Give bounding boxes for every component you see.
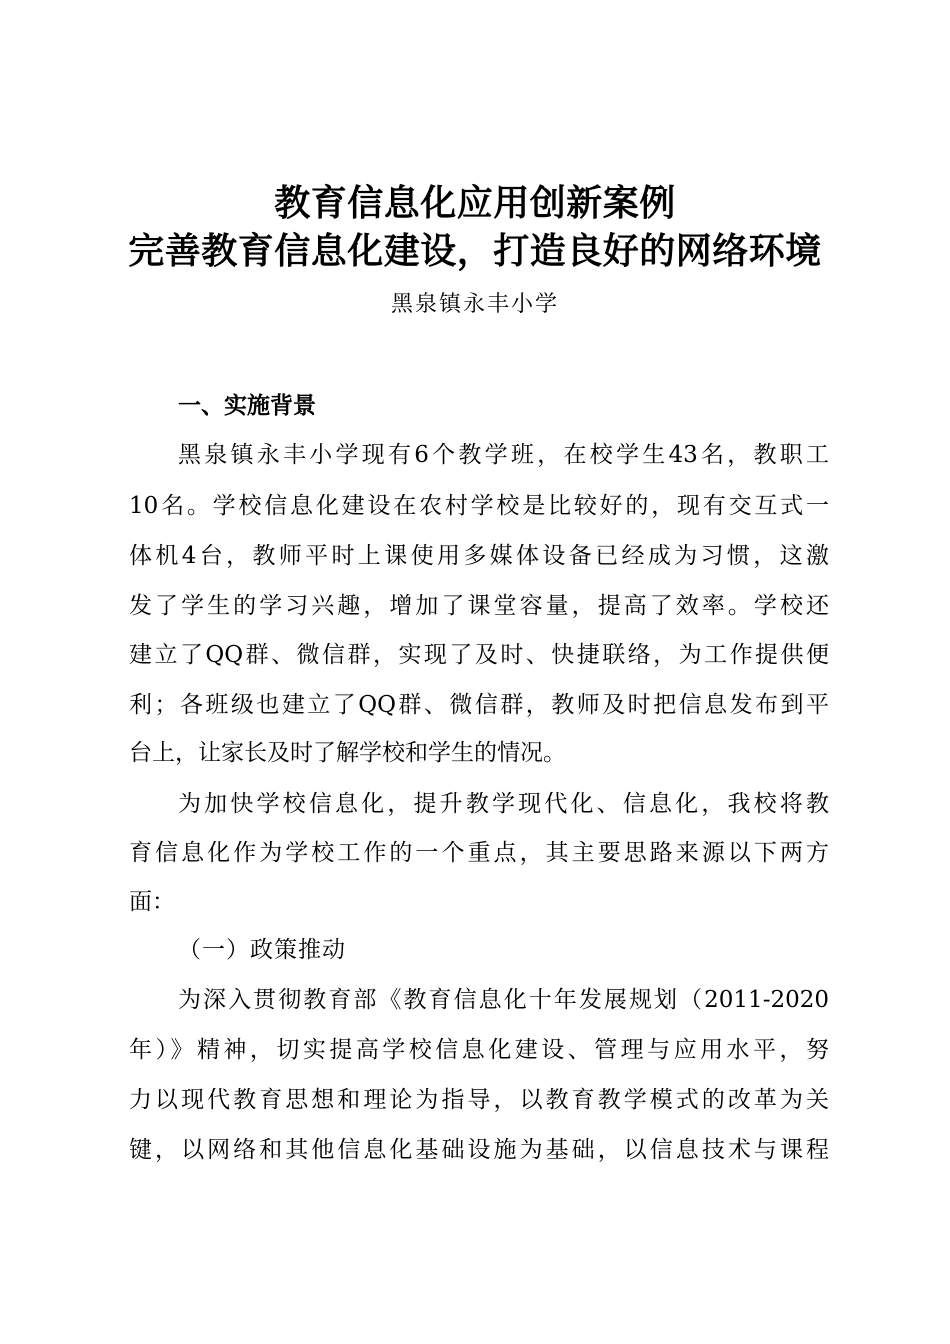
paragraph-line: 键，以网络和其他信息化基础设施为基础，以信息技术与课程 [129,1137,829,1163]
subsection-heading: （一）政策推动 [178,937,346,963]
author-school: 黑泉镇永丰小学 [390,292,559,317]
paragraph-line: 为加快学校信息化，提升教学现代化、信息化，我校将教 [178,791,829,817]
section-heading: 一、实施背景 [178,393,316,419]
paragraph-line: 面： [129,889,175,915]
paragraph-line: 年）》精神，切实提高学校信息化建设、管理与应用水平，努 [129,1037,829,1063]
paragraph-line: 发了学生的学习兴趣，增加了课堂容量，提高了效率。学校还 [129,593,829,619]
paragraph-line: 体机4台，教师平时上课使用多媒体设备已经成为习惯，这激 [129,543,829,569]
paragraph-line: 10名。学校信息化建设在农村学校是比较好的，现有交互式一 [129,493,829,519]
paragraph-line: 黑泉镇永丰小学现有6个教学班，在校学生43名，教职工 [178,442,829,468]
paragraph-line: 为深入贯彻教育部《教育信息化十年发展规划（2011-2020 [178,987,829,1013]
paragraph-line: 台上，让家长及时了解学校和学生的情况。 [129,740,566,766]
paragraph-line: 力以现代教育思想和理论为指导，以教育教学模式的改革为关 [129,1087,829,1113]
paragraph-line: 建立了QQ群、微信群，实现了及时、快捷联络，为工作提供便 [129,642,829,668]
paragraph-line: 育信息化作为学校工作的一个重点，其主要思路来源以下两方 [129,840,829,866]
paragraph-line: 利；各班级也建立了QQ群、微信群，教师及时把信息发布到平 [129,692,829,718]
document-subtitle: 完善教育信息化建设，打造良好的网络环境 [128,231,822,272]
document-title: 教育信息化应用创新案例 [274,183,676,224]
